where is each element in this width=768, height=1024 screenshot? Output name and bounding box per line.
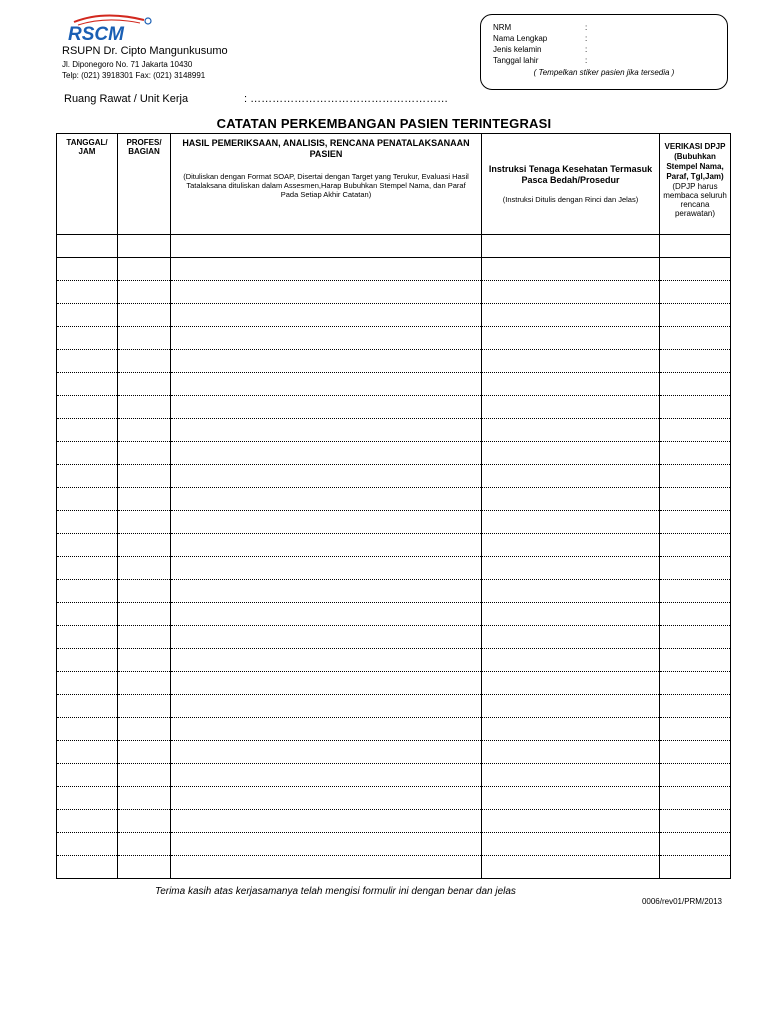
cell-hasil[interactable]	[171, 718, 482, 741]
cell-profesi[interactable]	[118, 856, 171, 879]
cell-profesi[interactable]	[118, 603, 171, 626]
cell-hasil[interactable]	[171, 235, 482, 258]
rscm-logo	[64, 12, 164, 46]
logo-text: RSCM	[68, 24, 124, 45]
table-row	[57, 764, 731, 787]
cell-instruksi[interactable]	[482, 488, 660, 511]
cell-tanggal[interactable]	[57, 833, 118, 856]
cell-verifikasi[interactable]	[660, 626, 731, 649]
cell-profesi[interactable]	[118, 511, 171, 534]
cell-verifikasi[interactable]	[660, 787, 731, 810]
col-header-hasil: HASIL PEMERIKSAAN, ANALISIS, RENCANA PENATALAKSANAAN PASIEN (Dituliskan dengan Format SOAP, Disertai dengan Target yang Terukur, Evaluasi Hasil Tatalaksana dituliskan dalam Assesmen,Harap Bubuhkan Stempel Nama, dan Paraf Pada Setiap Akhir Catatan)	[171, 134, 482, 235]
rscm-logo-mark	[64, 12, 164, 46]
cell-tanggal[interactable]	[57, 534, 118, 557]
cell-verifikasi[interactable]	[660, 718, 731, 741]
cell-tanggal[interactable]	[57, 557, 118, 580]
table-row	[57, 603, 731, 626]
cell-profesi[interactable]	[118, 327, 171, 350]
hospital-phone: Telp: (021) 3918301 Fax: (021) 3148991	[62, 71, 206, 80]
cell-hasil[interactable]	[171, 281, 482, 304]
cell-profesi[interactable]	[118, 580, 171, 603]
patient-sticker-box	[480, 14, 728, 90]
unit-label: Ruang Rawat / Unit Kerja	[64, 93, 189, 105]
cell-tanggal[interactable]	[57, 419, 118, 442]
cell-instruksi[interactable]	[482, 603, 660, 626]
cell-tanggal[interactable]	[57, 442, 118, 465]
cell-verifikasi[interactable]	[660, 350, 731, 373]
cell-profesi[interactable]	[118, 488, 171, 511]
table-row	[57, 649, 731, 672]
field-nrm: NRM :	[493, 23, 588, 32]
cell-profesi[interactable]	[118, 465, 171, 488]
form-title: CATATAN PERKEMBANGAN PASIEN TERINTEGRASI	[216, 116, 552, 131]
cell-instruksi[interactable]	[482, 580, 660, 603]
cell-tanggal[interactable]	[57, 488, 118, 511]
field-jenis-kelamin: Jenis kelamin :	[493, 45, 588, 54]
cell-tanggal[interactable]	[57, 764, 118, 787]
table-row	[57, 327, 731, 350]
cell-verifikasi[interactable]	[660, 810, 731, 833]
table-row	[57, 672, 731, 695]
cell-hasil[interactable]	[171, 741, 482, 764]
cell-instruksi[interactable]	[482, 810, 660, 833]
table-row	[57, 465, 731, 488]
cell-verifikasi[interactable]	[660, 465, 731, 488]
cell-instruksi[interactable]	[482, 718, 660, 741]
cell-instruksi[interactable]	[482, 281, 660, 304]
cell-profesi[interactable]	[118, 534, 171, 557]
form-code: 0006/rev01/PRM/2013	[641, 897, 722, 906]
footer-thanks: Terima kasih atas kerjasamanya telah mengisi formulir ini dengan benar dan jelas	[155, 886, 516, 897]
table-row	[57, 557, 731, 580]
cell-tanggal[interactable]	[57, 718, 118, 741]
cell-tanggal[interactable]	[57, 649, 118, 672]
table-row	[57, 856, 731, 879]
cell-profesi[interactable]	[118, 350, 171, 373]
cell-instruksi[interactable]	[482, 442, 660, 465]
cell-hasil[interactable]	[171, 626, 482, 649]
cell-verifikasi[interactable]	[660, 304, 731, 327]
cell-instruksi[interactable]	[482, 672, 660, 695]
cell-verifikasi[interactable]	[660, 741, 731, 764]
cell-tanggal[interactable]	[57, 626, 118, 649]
table-row	[57, 833, 731, 856]
cell-profesi[interactable]	[118, 626, 171, 649]
cell-instruksi[interactable]	[482, 649, 660, 672]
table-row	[57, 511, 731, 534]
cell-hasil[interactable]	[171, 442, 482, 465]
cell-verifikasi[interactable]	[660, 672, 731, 695]
cell-verifikasi[interactable]	[660, 764, 731, 787]
table-row	[57, 258, 731, 281]
col-header-tanggal: TANGGAL/ JAM	[57, 134, 118, 235]
cell-hasil[interactable]	[171, 695, 482, 718]
cell-verifikasi[interactable]	[660, 833, 731, 856]
cell-verifikasi[interactable]	[660, 856, 731, 879]
table-row	[57, 695, 731, 718]
cell-hasil[interactable]	[171, 856, 482, 879]
table-row	[57, 810, 731, 833]
table-row	[57, 488, 731, 511]
cell-verifikasi[interactable]	[660, 534, 731, 557]
cell-hasil[interactable]	[171, 327, 482, 350]
cell-instruksi[interactable]	[482, 258, 660, 281]
cell-verifikasi[interactable]	[660, 258, 731, 281]
cell-verifikasi[interactable]	[660, 442, 731, 465]
cell-instruksi[interactable]	[482, 695, 660, 718]
cell-tanggal[interactable]	[57, 787, 118, 810]
table-row	[57, 373, 731, 396]
cell-tanggal[interactable]	[57, 741, 118, 764]
cell-profesi[interactable]	[118, 833, 171, 856]
unit-value[interactable]: : ………………………………………………	[244, 93, 449, 105]
cell-profesi[interactable]	[118, 235, 171, 258]
progress-notes-table	[56, 133, 731, 879]
cell-tanggal[interactable]	[57, 350, 118, 373]
cell-profesi[interactable]	[118, 396, 171, 419]
table-body	[57, 235, 731, 879]
table-row	[57, 741, 731, 764]
cell-verifikasi[interactable]	[660, 488, 731, 511]
cell-hasil[interactable]	[171, 488, 482, 511]
cell-tanggal[interactable]	[57, 373, 118, 396]
table-row	[57, 419, 731, 442]
cell-hasil[interactable]	[171, 764, 482, 787]
cell-instruksi[interactable]	[482, 764, 660, 787]
cell-verifikasi[interactable]	[660, 557, 731, 580]
cell-hasil[interactable]	[171, 810, 482, 833]
cell-profesi[interactable]	[118, 672, 171, 695]
cell-tanggal[interactable]	[57, 281, 118, 304]
hospital-address: Jl. Diponegoro No. 71 Jakarta 10430	[62, 60, 193, 69]
cell-tanggal[interactable]	[57, 511, 118, 534]
table-row	[57, 350, 731, 373]
cell-profesi[interactable]	[118, 718, 171, 741]
cell-profesi[interactable]	[118, 557, 171, 580]
hospital-name: RSUPN Dr. Cipto Mangunkusumo	[62, 45, 228, 57]
cell-hasil[interactable]	[171, 465, 482, 488]
cell-instruksi[interactable]	[482, 787, 660, 810]
cell-instruksi[interactable]	[482, 626, 660, 649]
cell-hasil[interactable]	[171, 304, 482, 327]
cell-hasil[interactable]	[171, 396, 482, 419]
field-nama-lengkap: Nama Lengkap :	[493, 34, 588, 43]
cell-profesi[interactable]	[118, 649, 171, 672]
table-row	[57, 534, 731, 557]
field-tanggal-lahir: Tanggal lahir :	[493, 56, 588, 65]
cell-instruksi[interactable]	[482, 856, 660, 879]
cell-verifikasi[interactable]	[660, 327, 731, 350]
cell-hasil[interactable]	[171, 511, 482, 534]
cell-verifikasi[interactable]	[660, 235, 731, 258]
cell-hasil[interactable]	[171, 672, 482, 695]
cell-tanggal[interactable]	[57, 810, 118, 833]
sticker-note: ( Tempelkan stiker pasien jika tersedia )	[533, 68, 675, 77]
cell-instruksi[interactable]	[482, 741, 660, 764]
cell-profesi[interactable]	[118, 764, 171, 787]
cell-profesi[interactable]	[118, 787, 171, 810]
cell-instruksi[interactable]	[482, 557, 660, 580]
cell-tanggal[interactable]	[57, 304, 118, 327]
cell-verifikasi[interactable]	[660, 419, 731, 442]
cell-hasil[interactable]	[171, 373, 482, 396]
cell-instruksi[interactable]	[482, 304, 660, 327]
table-row	[57, 235, 731, 258]
table-row	[57, 580, 731, 603]
cell-instruksi[interactable]	[482, 327, 660, 350]
cell-instruksi[interactable]	[482, 419, 660, 442]
cell-hasil[interactable]	[171, 833, 482, 856]
cell-verifikasi[interactable]	[660, 649, 731, 672]
cell-hasil[interactable]	[171, 419, 482, 442]
cell-instruksi[interactable]	[482, 833, 660, 856]
cell-profesi[interactable]	[118, 741, 171, 764]
cell-instruksi[interactable]	[482, 373, 660, 396]
cell-profesi[interactable]	[118, 304, 171, 327]
col-header-instruksi: Instruksi Tenaga Kesehatan Termasuk Pasca Bedah/Prosedur (Instruksi Ditulis dengan Rinci dan Jelas)	[482, 134, 660, 235]
cell-verifikasi[interactable]	[660, 511, 731, 534]
cell-hasil[interactable]	[171, 557, 482, 580]
cell-hasil[interactable]	[171, 649, 482, 672]
cell-instruksi[interactable]	[482, 534, 660, 557]
cell-hasil[interactable]	[171, 603, 482, 626]
cell-hasil[interactable]	[171, 350, 482, 373]
cell-tanggal[interactable]	[57, 396, 118, 419]
cell-profesi[interactable]	[118, 442, 171, 465]
cell-verifikasi[interactable]	[660, 580, 731, 603]
cell-verifikasi[interactable]	[660, 281, 731, 304]
cell-instruksi[interactable]	[482, 396, 660, 419]
cell-tanggal[interactable]	[57, 580, 118, 603]
cell-hasil[interactable]	[171, 787, 482, 810]
col-header-profesi: PROFES/ BAGIAN	[118, 134, 171, 235]
cell-hasil[interactable]	[171, 258, 482, 281]
cell-instruksi[interactable]	[482, 465, 660, 488]
cell-tanggal[interactable]	[57, 258, 118, 281]
cell-tanggal[interactable]	[57, 465, 118, 488]
table-row	[57, 281, 731, 304]
cell-profesi[interactable]	[118, 419, 171, 442]
cell-hasil[interactable]	[171, 580, 482, 603]
cell-tanggal[interactable]	[57, 327, 118, 350]
cell-tanggal[interactable]	[57, 235, 118, 258]
cell-instruksi[interactable]	[482, 511, 660, 534]
cell-instruksi[interactable]	[482, 235, 660, 258]
table-row	[57, 304, 731, 327]
table-row	[57, 718, 731, 741]
cell-tanggal[interactable]	[57, 672, 118, 695]
cell-instruksi[interactable]	[482, 350, 660, 373]
cell-verifikasi[interactable]	[660, 603, 731, 626]
cell-verifikasi[interactable]	[660, 373, 731, 396]
unit-field[interactable]	[64, 93, 449, 105]
cell-verifikasi[interactable]	[660, 396, 731, 419]
cell-profesi[interactable]	[118, 258, 171, 281]
cell-profesi[interactable]	[118, 810, 171, 833]
cell-tanggal[interactable]	[57, 695, 118, 718]
col-header-verifikasi: VERIKASI DPJP (Bubuhkan Stempel Nama, Paraf, Tgl,Jam) (DPJP harus membaca seluruh rencana perawatan)	[660, 134, 731, 235]
table-row	[57, 787, 731, 810]
cell-tanggal[interactable]	[57, 603, 118, 626]
table-row	[57, 396, 731, 419]
cell-profesi[interactable]	[118, 695, 171, 718]
cell-tanggal[interactable]	[57, 856, 118, 879]
table-row	[57, 626, 731, 649]
cell-profesi[interactable]	[118, 373, 171, 396]
cell-profesi[interactable]	[118, 281, 171, 304]
cell-hasil[interactable]	[171, 534, 482, 557]
cell-verifikasi[interactable]	[660, 695, 731, 718]
table-row	[57, 442, 731, 465]
